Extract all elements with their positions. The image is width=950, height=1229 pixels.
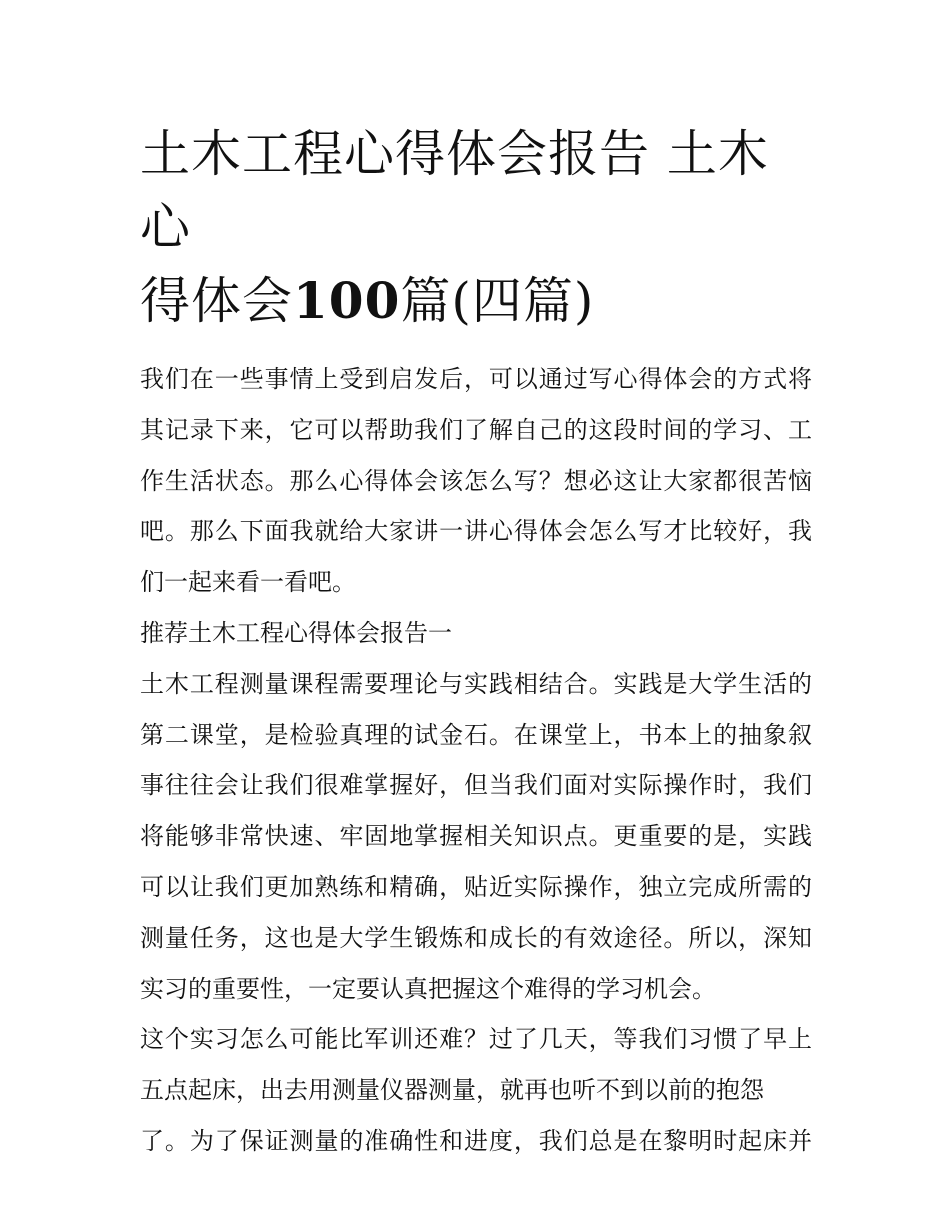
title-line-1 [140,118,812,264]
paragraph-line: 事往往会让我们很难掌握好，但当我们面对实际操作时，我们 [140,771,812,800]
paragraph-line: 了。为了保证测量的准确性和进度，我们总是在黎明时起床并 [140,1126,812,1155]
paragraph-line: 们一起来看一看吧。 [140,568,356,597]
paragraph-line: 测量任务，这也是大学生锻炼和成长的有效途径。所以，深知 [140,923,812,952]
paragraph-line: 五点起床，出去用测量仪器测量，就再也听不到以前的抱怨 [140,1076,764,1105]
paragraph-line: 可以让我们更加熟练和精确，贴近实际操作，独立完成所需的 [140,872,812,901]
paragraph-line: 其记录下来，它可以帮助我们了解自己的这段时间的学习、工 [140,415,812,444]
title-text-2-suffix: 篇(四篇) [400,272,595,330]
paragraph-line: 土木工程测量课程需要理论与实践相结合。实践是大学生活的 [140,669,812,698]
paragraph-line: 吧。那么下面我就给大家讲一讲心得体会怎么写才比较好，我 [140,517,812,546]
paragraph-line: 这个实习怎么可能比军训还难？过了几天，等我们习惯了早上 [140,1025,812,1054]
paragraph-line: 作生活状态。那么心得体会该怎么写？想必这让大家都很苦恼 [140,466,812,495]
paragraph-line: 将能够非常快速、牢固地掌握相关知识点。更重要的是，实践 [140,822,812,851]
paragraph-line: 我们在一些事情上受到启发后，可以通过写心得体会的方式将 [140,365,812,393]
document-title [140,118,812,338]
document-page [140,118,812,1167]
title-number: 100 [293,271,401,330]
section-heading: 推荐土木工程心得体会报告一 [140,618,452,647]
paragraph-line: 实习的重要性，一定要认真把握这个难得的学习机会。 [140,974,716,1003]
title-text-1: 土木工程心得体会报告 土木心 [140,125,769,256]
title-line-2 [140,264,812,338]
paragraph-line: 第二课堂，是检验真理的试金石。在课堂上，书本上的抽象叙 [140,720,812,749]
title-text-2-prefix: 得体会 [140,272,293,330]
